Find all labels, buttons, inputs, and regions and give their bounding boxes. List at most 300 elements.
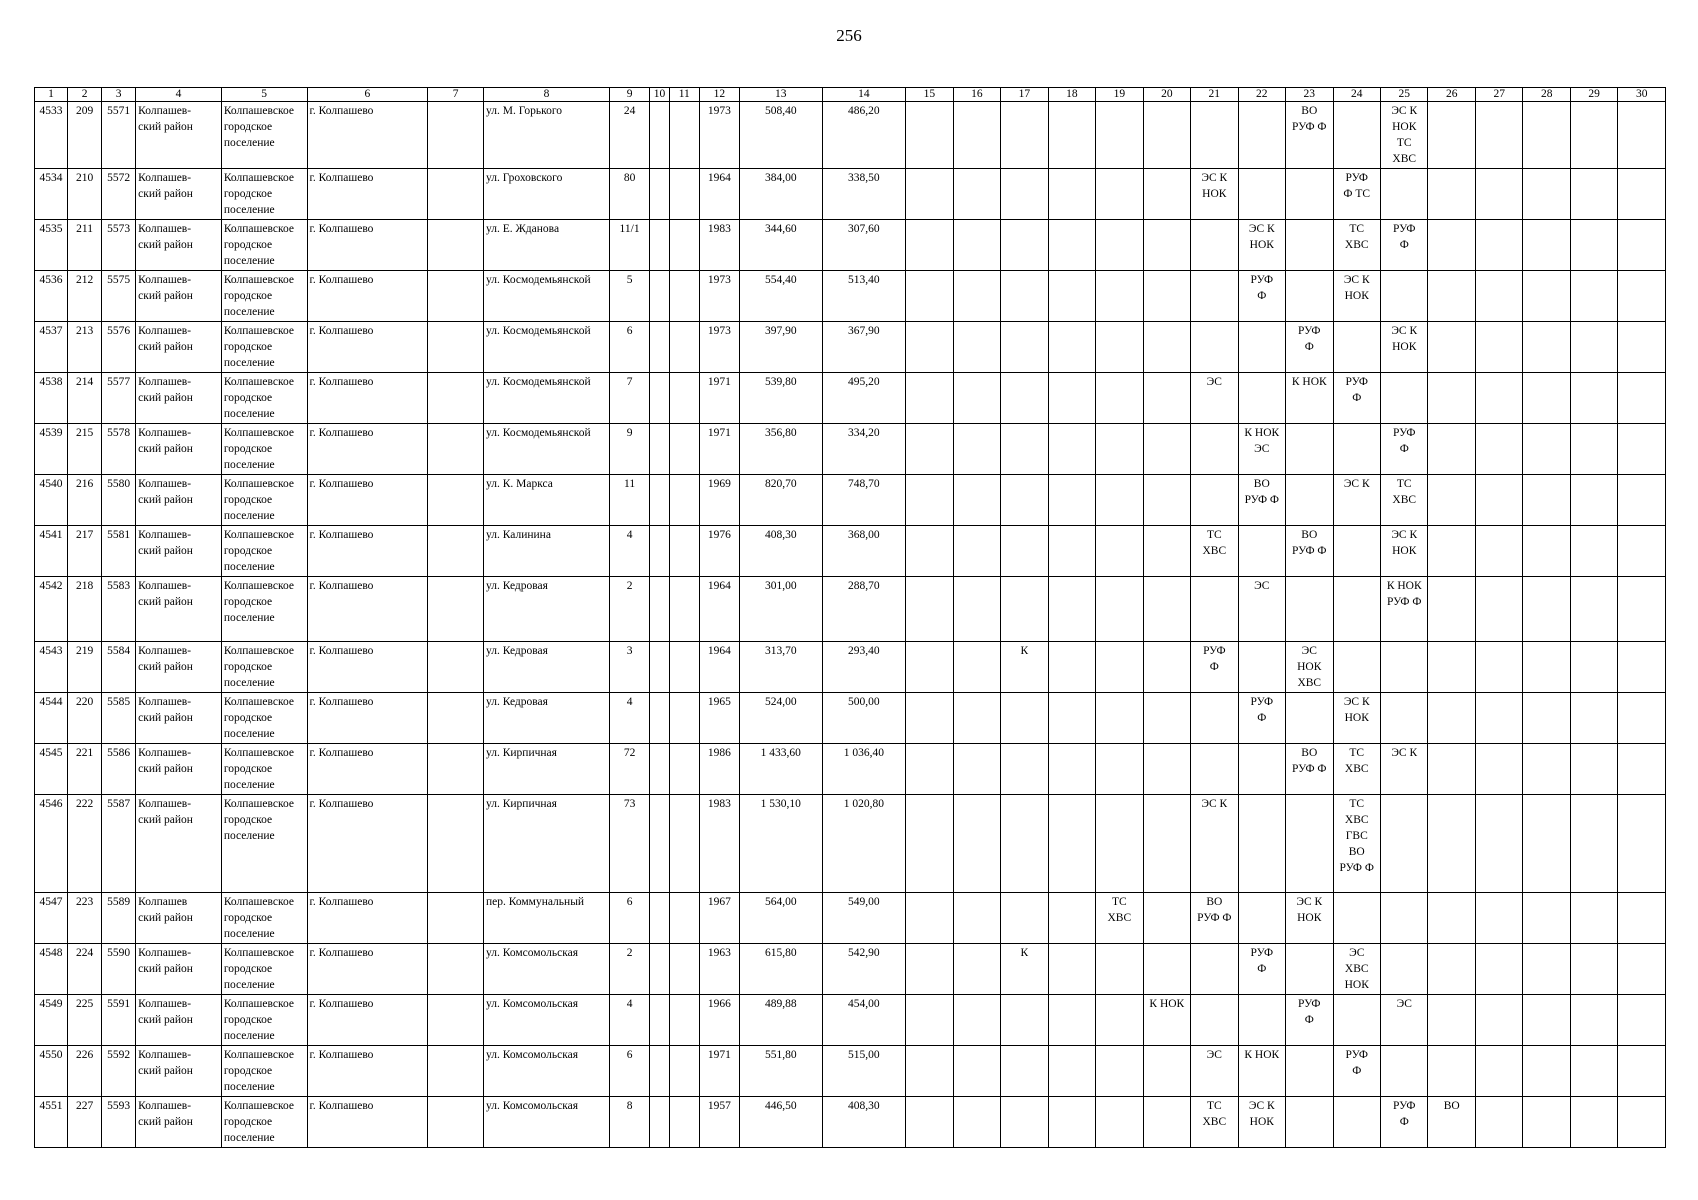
cell-col-1: 4545: [35, 744, 68, 795]
cell-col-12: 1983: [699, 220, 739, 271]
cell-col-9: 5: [609, 271, 649, 322]
cell-col-6: г. Колпашево: [307, 1046, 428, 1097]
cell-col-4: Колпашев- ский район: [136, 577, 222, 642]
cell-col-20: [1143, 642, 1190, 693]
table-row: [35, 995, 1666, 1046]
table-row: [35, 1097, 1666, 1148]
cell-col-13: 524,00: [739, 693, 822, 744]
cell-col-1: 4543: [35, 642, 68, 693]
column-header-23: 23: [1286, 88, 1333, 102]
cell-col-3: 5571: [102, 102, 136, 169]
cell-col-27: [1475, 1046, 1522, 1097]
cell-col-8: ул. Е. Жданова: [484, 220, 610, 271]
cell-col-27: [1475, 642, 1522, 693]
cell-col-5: Колпашевское городское поселение: [221, 475, 307, 526]
cell-col-25: [1381, 169, 1428, 220]
cell-col-8: ул. Кедровая: [484, 642, 610, 693]
cell-col-17: [1001, 424, 1048, 475]
cell-col-2: 219: [68, 642, 102, 693]
cell-col-5: Колпашевское городское поселение: [221, 944, 307, 995]
cell-col-1: 4544: [35, 693, 68, 744]
cell-col-25: ЭС К НОК: [1381, 322, 1428, 373]
cell-col-2: 225: [68, 995, 102, 1046]
cell-col-24: [1333, 893, 1380, 944]
cell-col-29: [1570, 475, 1617, 526]
cell-col-8: ул. Космодемьянской: [484, 373, 610, 424]
cell-col-23: [1286, 944, 1333, 995]
cell-col-24: [1333, 102, 1380, 169]
cell-col-10: [650, 373, 670, 424]
cell-col-17: [1001, 322, 1048, 373]
cell-col-23: [1286, 424, 1333, 475]
cell-col-23: К НОК: [1286, 373, 1333, 424]
cell-col-26: [1428, 322, 1475, 373]
table-row: [35, 475, 1666, 526]
cell-col-8: ул. Комсомольская: [484, 1046, 610, 1097]
cell-col-11: [669, 1046, 699, 1097]
cell-col-25: ТС ХВС: [1381, 475, 1428, 526]
cell-col-8: ул. Космодемьянской: [484, 424, 610, 475]
cell-col-10: [650, 322, 670, 373]
cell-col-12: 1973: [699, 322, 739, 373]
cell-col-22: ВО РУФ Ф: [1238, 475, 1285, 526]
cell-col-30: [1618, 893, 1666, 944]
cell-col-17: К: [1001, 642, 1048, 693]
cell-col-8: ул. Комсомольская: [484, 944, 610, 995]
cell-col-8: ул. Космодемьянской: [484, 322, 610, 373]
cell-col-1: 4551: [35, 1097, 68, 1148]
cell-col-24: РУФ Ф: [1333, 373, 1380, 424]
cell-col-23: ЭС НОК ХВС: [1286, 642, 1333, 693]
cell-col-30: [1618, 744, 1666, 795]
cell-col-30: [1618, 693, 1666, 744]
cell-col-9: 4: [609, 526, 649, 577]
cell-col-15: [906, 1046, 953, 1097]
cell-col-3: 5586: [102, 744, 136, 795]
cell-col-14: 1 020,80: [822, 795, 906, 893]
cell-col-18: [1048, 169, 1095, 220]
cell-col-16: [953, 102, 1000, 169]
cell-col-17: [1001, 169, 1048, 220]
cell-col-3: 5577: [102, 373, 136, 424]
cell-col-3: 5573: [102, 220, 136, 271]
cell-col-29: [1570, 271, 1617, 322]
cell-col-24: РУФ Ф: [1333, 1046, 1380, 1097]
cell-col-20: [1143, 526, 1190, 577]
cell-col-21: ЭС: [1191, 373, 1238, 424]
cell-col-22: РУФ Ф: [1238, 271, 1285, 322]
cell-col-5: Колпашевское городское поселение: [221, 795, 307, 893]
table-row: [35, 424, 1666, 475]
cell-col-11: [669, 893, 699, 944]
cell-col-20: [1143, 475, 1190, 526]
cell-col-13: 820,70: [739, 475, 822, 526]
cell-col-15: [906, 944, 953, 995]
column-header-24: 24: [1333, 88, 1380, 102]
cell-col-23: РУФ Ф: [1286, 322, 1333, 373]
cell-col-21: РУФ Ф: [1191, 642, 1238, 693]
cell-col-22: [1238, 373, 1285, 424]
table-row: [35, 795, 1666, 893]
cell-col-6: г. Колпашево: [307, 1097, 428, 1148]
cell-col-13: 508,40: [739, 102, 822, 169]
cell-col-5: Колпашевское городское поселение: [221, 424, 307, 475]
cell-col-19: [1096, 373, 1143, 424]
cell-col-26: [1428, 102, 1475, 169]
column-header-21: 21: [1191, 88, 1238, 102]
cell-col-29: [1570, 424, 1617, 475]
cell-col-10: [650, 642, 670, 693]
column-header-9: 9: [609, 88, 649, 102]
cell-col-14: 500,00: [822, 693, 906, 744]
cell-col-28: [1523, 102, 1570, 169]
cell-col-7: [428, 526, 484, 577]
cell-col-1: 4547: [35, 893, 68, 944]
cell-col-1: 4536: [35, 271, 68, 322]
cell-col-19: [1096, 220, 1143, 271]
column-header-11: 11: [669, 88, 699, 102]
cell-col-23: РУФ Ф: [1286, 995, 1333, 1046]
cell-col-1: 4539: [35, 424, 68, 475]
cell-col-19: [1096, 1046, 1143, 1097]
cell-col-29: [1570, 893, 1617, 944]
cell-col-14: 368,00: [822, 526, 906, 577]
cell-col-25: [1381, 893, 1428, 944]
cell-col-30: [1618, 995, 1666, 1046]
cell-col-27: [1475, 475, 1522, 526]
cell-col-21: [1191, 693, 1238, 744]
cell-col-1: 4541: [35, 526, 68, 577]
cell-col-14: 367,90: [822, 322, 906, 373]
cell-col-21: ЭС К: [1191, 795, 1238, 893]
cell-col-7: [428, 220, 484, 271]
cell-col-18: [1048, 577, 1095, 642]
cell-col-7: [428, 322, 484, 373]
cell-col-30: [1618, 577, 1666, 642]
table-body: [35, 102, 1666, 1148]
cell-col-14: 515,00: [822, 1046, 906, 1097]
cell-col-10: [650, 893, 670, 944]
cell-col-5: Колпашевское городское поселение: [221, 373, 307, 424]
cell-col-20: К НОК: [1143, 995, 1190, 1046]
cell-col-3: 5575: [102, 271, 136, 322]
cell-col-10: [650, 744, 670, 795]
cell-col-3: 5584: [102, 642, 136, 693]
column-header-12: 12: [699, 88, 739, 102]
column-header-20: 20: [1143, 88, 1190, 102]
cell-col-4: Колпашев- ский район: [136, 322, 222, 373]
cell-col-2: 212: [68, 271, 102, 322]
cell-col-12: 1973: [699, 102, 739, 169]
cell-col-6: г. Колпашево: [307, 424, 428, 475]
cell-col-18: [1048, 642, 1095, 693]
cell-col-15: [906, 893, 953, 944]
cell-col-20: [1143, 1046, 1190, 1097]
cell-col-19: ТС ХВС: [1096, 893, 1143, 944]
cell-col-6: г. Колпашево: [307, 642, 428, 693]
cell-col-8: пер. Коммунальный: [484, 893, 610, 944]
cell-col-13: 313,70: [739, 642, 822, 693]
column-header-10: 10: [650, 88, 670, 102]
cell-col-7: [428, 944, 484, 995]
cell-col-29: [1570, 102, 1617, 169]
cell-col-6: г. Колпашево: [307, 577, 428, 642]
column-header-22: 22: [1238, 88, 1285, 102]
cell-col-25: [1381, 1046, 1428, 1097]
cell-col-28: [1523, 795, 1570, 893]
cell-col-29: [1570, 1046, 1617, 1097]
cell-col-4: Колпашев- ский район: [136, 744, 222, 795]
cell-col-3: 5578: [102, 424, 136, 475]
table-row: [35, 102, 1666, 169]
cell-col-23: [1286, 795, 1333, 893]
cell-col-2: 217: [68, 526, 102, 577]
cell-col-2: 216: [68, 475, 102, 526]
cell-col-17: [1001, 893, 1048, 944]
cell-col-3: 5590: [102, 944, 136, 995]
cell-col-8: ул. К. Маркса: [484, 475, 610, 526]
cell-col-7: [428, 795, 484, 893]
cell-col-9: 72: [609, 744, 649, 795]
cell-col-14: 307,60: [822, 220, 906, 271]
cell-col-7: [428, 169, 484, 220]
cell-col-28: [1523, 220, 1570, 271]
cell-col-12: 1971: [699, 1046, 739, 1097]
cell-col-19: [1096, 944, 1143, 995]
cell-col-13: 539,80: [739, 373, 822, 424]
cell-col-3: 5592: [102, 1046, 136, 1097]
cell-col-21: [1191, 424, 1238, 475]
cell-col-16: [953, 1046, 1000, 1097]
cell-col-26: [1428, 169, 1475, 220]
cell-col-22: [1238, 893, 1285, 944]
cell-col-2: 218: [68, 577, 102, 642]
cell-col-2: 214: [68, 373, 102, 424]
cell-col-14: 334,20: [822, 424, 906, 475]
column-header-27: 27: [1475, 88, 1522, 102]
cell-col-14: 1 036,40: [822, 744, 906, 795]
cell-col-22: К НОК: [1238, 1046, 1285, 1097]
cell-col-14: 408,30: [822, 1097, 906, 1148]
cell-col-2: 209: [68, 102, 102, 169]
cell-col-12: 1957: [699, 1097, 739, 1148]
cell-col-23: [1286, 169, 1333, 220]
column-header-8: 8: [484, 88, 610, 102]
cell-col-1: 4550: [35, 1046, 68, 1097]
cell-col-3: 5587: [102, 795, 136, 893]
cell-col-5: Колпашевское городское поселение: [221, 526, 307, 577]
cell-col-14: 549,00: [822, 893, 906, 944]
cell-col-29: [1570, 693, 1617, 744]
cell-col-22: ЭС: [1238, 577, 1285, 642]
cell-col-30: [1618, 102, 1666, 169]
cell-col-15: [906, 169, 953, 220]
cell-col-19: [1096, 642, 1143, 693]
cell-col-22: [1238, 169, 1285, 220]
cell-col-23: [1286, 475, 1333, 526]
cell-col-25: [1381, 693, 1428, 744]
cell-col-26: [1428, 526, 1475, 577]
cell-col-15: [906, 271, 953, 322]
cell-col-30: [1618, 220, 1666, 271]
cell-col-24: ЭС К: [1333, 475, 1380, 526]
column-header-5: 5: [221, 88, 307, 102]
cell-col-19: [1096, 995, 1143, 1046]
cell-col-12: 1976: [699, 526, 739, 577]
cell-col-10: [650, 693, 670, 744]
cell-col-1: 4534: [35, 169, 68, 220]
cell-col-16: [953, 271, 1000, 322]
cell-col-1: 4548: [35, 944, 68, 995]
table-row: [35, 271, 1666, 322]
cell-col-5: Колпашевское городское поселение: [221, 893, 307, 944]
cell-col-21: ЭС К НОК: [1191, 169, 1238, 220]
cell-col-28: [1523, 893, 1570, 944]
cell-col-10: [650, 271, 670, 322]
cell-col-26: [1428, 693, 1475, 744]
cell-col-12: 1965: [699, 693, 739, 744]
cell-col-3: 5591: [102, 995, 136, 1046]
cell-col-7: [428, 744, 484, 795]
cell-col-11: [669, 526, 699, 577]
cell-col-20: [1143, 322, 1190, 373]
cell-col-10: [650, 475, 670, 526]
cell-col-16: [953, 577, 1000, 642]
cell-col-26: [1428, 893, 1475, 944]
cell-col-28: [1523, 373, 1570, 424]
cell-col-4: Колпашев- ский район: [136, 1046, 222, 1097]
cell-col-20: [1143, 1097, 1190, 1148]
cell-col-7: [428, 642, 484, 693]
cell-col-8: ул. Комсомольская: [484, 1097, 610, 1148]
cell-col-27: [1475, 526, 1522, 577]
cell-col-29: [1570, 220, 1617, 271]
cell-col-22: [1238, 995, 1285, 1046]
cell-col-25: ЭС К НОК ТС ХВС: [1381, 102, 1428, 169]
cell-col-4: Колпашев- ский район: [136, 169, 222, 220]
cell-col-17: [1001, 526, 1048, 577]
column-header-25: 25: [1381, 88, 1428, 102]
cell-col-13: 551,80: [739, 1046, 822, 1097]
cell-col-16: [953, 944, 1000, 995]
cell-col-12: 1971: [699, 373, 739, 424]
cell-col-8: ул. Гроховского: [484, 169, 610, 220]
cell-col-23: ВО РУФ Ф: [1286, 744, 1333, 795]
cell-col-25: ЭС: [1381, 995, 1428, 1046]
cell-col-10: [650, 995, 670, 1046]
cell-col-20: [1143, 220, 1190, 271]
cell-col-9: 3: [609, 642, 649, 693]
cell-col-28: [1523, 995, 1570, 1046]
cell-col-12: 1969: [699, 475, 739, 526]
cell-col-5: Колпашевское городское поселение: [221, 642, 307, 693]
cell-col-4: Колпашев- ский район: [136, 526, 222, 577]
cell-col-18: [1048, 220, 1095, 271]
cell-col-28: [1523, 526, 1570, 577]
cell-col-6: г. Колпашево: [307, 271, 428, 322]
cell-col-9: 9: [609, 424, 649, 475]
cell-col-18: [1048, 944, 1095, 995]
cell-col-18: [1048, 744, 1095, 795]
cell-col-4: Колпашев- ский район: [136, 373, 222, 424]
cell-col-26: [1428, 795, 1475, 893]
cell-col-28: [1523, 424, 1570, 475]
cell-col-27: [1475, 102, 1522, 169]
cell-col-13: 489,88: [739, 995, 822, 1046]
column-header-26: 26: [1428, 88, 1475, 102]
cell-col-17: [1001, 102, 1048, 169]
cell-col-25: РУФ Ф: [1381, 1097, 1428, 1148]
cell-col-3: 5580: [102, 475, 136, 526]
cell-col-16: [953, 322, 1000, 373]
cell-col-16: [953, 373, 1000, 424]
cell-col-26: [1428, 944, 1475, 995]
cell-col-24: ЭС ХВС НОК: [1333, 944, 1380, 995]
cell-col-4: Колпашев- ский район: [136, 424, 222, 475]
cell-col-4: Колпашев- ский район: [136, 693, 222, 744]
cell-col-22: [1238, 322, 1285, 373]
cell-col-11: [669, 642, 699, 693]
cell-col-21: [1191, 102, 1238, 169]
cell-col-14: 288,70: [822, 577, 906, 642]
cell-col-12: 1964: [699, 577, 739, 642]
cell-col-26: [1428, 744, 1475, 795]
cell-col-20: [1143, 795, 1190, 893]
cell-col-11: [669, 995, 699, 1046]
column-header-6: 6: [307, 88, 428, 102]
cell-col-26: [1428, 642, 1475, 693]
cell-col-18: [1048, 424, 1095, 475]
cell-col-24: ТС ХВС: [1333, 744, 1380, 795]
cell-col-6: г. Колпашево: [307, 102, 428, 169]
cell-col-29: [1570, 577, 1617, 642]
cell-col-5: Колпашевское городское поселение: [221, 169, 307, 220]
cell-col-22: ЭС К НОК: [1238, 220, 1285, 271]
cell-col-25: [1381, 795, 1428, 893]
column-header-3: 3: [102, 88, 136, 102]
cell-col-9: 24: [609, 102, 649, 169]
cell-col-28: [1523, 744, 1570, 795]
cell-col-15: [906, 424, 953, 475]
cell-col-5: Колпашевское городское поселение: [221, 102, 307, 169]
cell-col-16: [953, 693, 1000, 744]
cell-col-23: [1286, 693, 1333, 744]
cell-col-27: [1475, 1097, 1522, 1148]
cell-col-29: [1570, 373, 1617, 424]
cell-col-21: [1191, 744, 1238, 795]
cell-col-25: [1381, 642, 1428, 693]
column-header-16: 16: [953, 88, 1000, 102]
cell-col-3: 5583: [102, 577, 136, 642]
cell-col-24: РУФ Ф ТС: [1333, 169, 1380, 220]
cell-col-7: [428, 577, 484, 642]
cell-col-29: [1570, 322, 1617, 373]
cell-col-9: 80: [609, 169, 649, 220]
cell-col-8: ул. Кедровая: [484, 577, 610, 642]
cell-col-18: [1048, 475, 1095, 526]
cell-col-24: ТС ХВС: [1333, 220, 1380, 271]
cell-col-25: РУФ Ф: [1381, 220, 1428, 271]
cell-col-21: [1191, 475, 1238, 526]
cell-col-2: 226: [68, 1046, 102, 1097]
table-row: [35, 893, 1666, 944]
cell-col-27: [1475, 169, 1522, 220]
cell-col-12: 1964: [699, 642, 739, 693]
cell-col-20: [1143, 693, 1190, 744]
cell-col-15: [906, 373, 953, 424]
cell-col-27: [1475, 893, 1522, 944]
cell-col-2: 211: [68, 220, 102, 271]
